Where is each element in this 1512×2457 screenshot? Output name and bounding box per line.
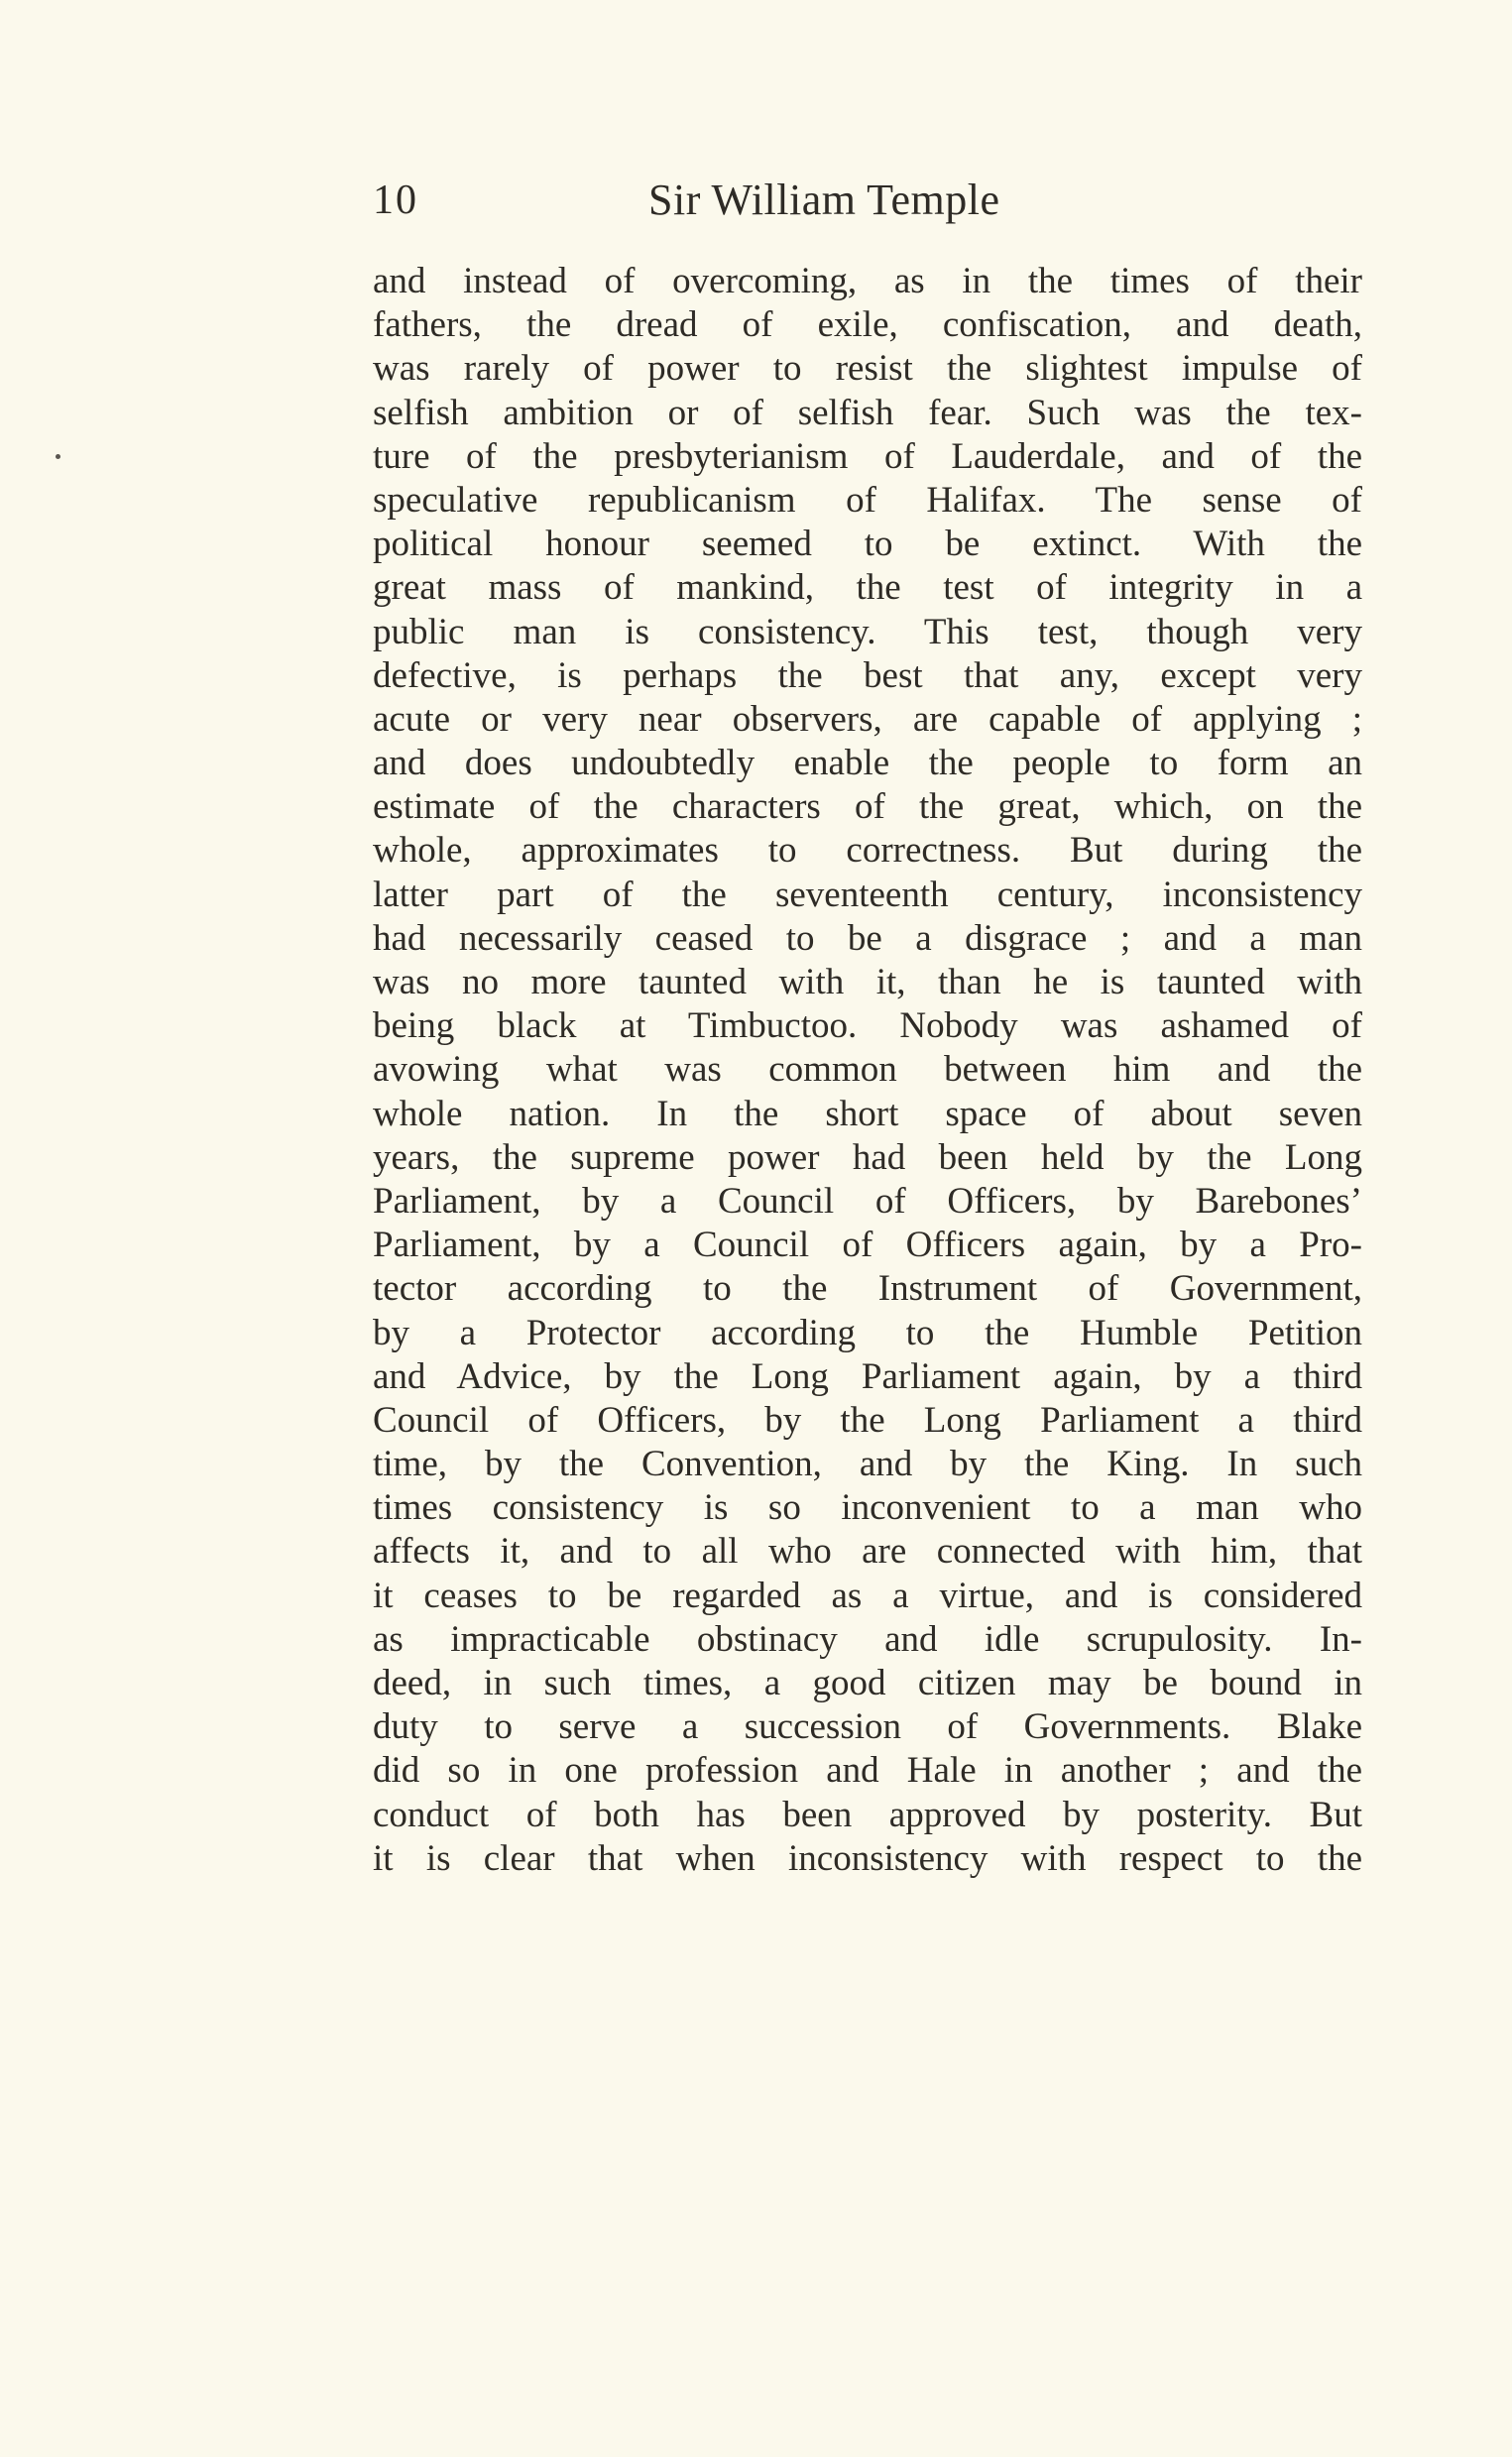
text-line: had necessarily ceased to be a disgrace ; and a man [373, 917, 1362, 959]
text-line: deed, in such times, a good citizen may be bound in [373, 1663, 1362, 1703]
text-line: it is clear that when inconsistency with respect to the [373, 1837, 1362, 1879]
text-line: duty to serve a succession of Governments. Blake [373, 1706, 1362, 1748]
text-line: selfish ambition or of selfish fear. Such was the tex- [373, 392, 1362, 433]
page-number: 10 [373, 177, 418, 223]
text-line: whole nation. In the short space of about seven [373, 1093, 1362, 1134]
text-line: political honour seemed to be extinct. With the [373, 524, 1362, 565]
text-line: great mass of mankind, the test of integrity in a [373, 567, 1362, 609]
text-line: conduct of both has been approved by posterity. But [373, 1794, 1362, 1835]
text-line: being black at Timbuctoo. Nobody was ashamed of [373, 1005, 1362, 1047]
text-line: it ceases to be regarded as a virtue, and is considered [373, 1575, 1362, 1616]
text-line: and instead of overcoming, as in the times of their [373, 261, 1362, 301]
text-line: latter part of the seventeenth century, inconsistency [373, 874, 1362, 915]
text-line: affects it, and to all who are connected with him, that [373, 1531, 1362, 1573]
text-line: estimate of the characters of the great, which, on the [373, 786, 1362, 828]
text-line: was rarely of power to resist the slightest impulse of [373, 348, 1362, 390]
text-line: Parliament, by a Council of Officers, by Barebones’ [373, 1180, 1362, 1222]
text-line: tector according to the Instrument of Government, [373, 1268, 1362, 1310]
text-line: whole, approximates to correctness. But during the [373, 830, 1362, 872]
text-line: and Advice, by the Long Parliament again, by a third [373, 1355, 1362, 1397]
text-line: avowing what was common between him and the [373, 1049, 1362, 1091]
text-line: time, by the Convention, and by the King. In such [373, 1444, 1362, 1485]
text-line: public man is consistency. This test, though very [373, 611, 1362, 652]
text-line: did so in one profession and Hale in another ; and the [373, 1750, 1362, 1792]
text-line: Council of Officers, by the Long Parliament a third [373, 1399, 1362, 1441]
text-line: by a Protector according to the Humble Petition [373, 1312, 1362, 1353]
page-header [373, 171, 1362, 230]
text-line: was no more taunted with it, than he is taunted with [373, 962, 1362, 1002]
text-line: Parliament, by a Council of Officers again, by a Pro- [373, 1225, 1362, 1266]
text-line: defective, is perhaps the best that any, except very [373, 654, 1362, 696]
text-line: acute or very near observers, are capable of applying ; [373, 698, 1362, 740]
body-text [373, 260, 1362, 1881]
text-line: speculative republicanism of Halifax. The sense of [373, 479, 1362, 521]
margin-mark [56, 454, 60, 459]
text-line: fathers, the dread of exile, confiscation, and death, [373, 304, 1362, 346]
running-title: Sir William Temple [648, 176, 1000, 224]
text-line: years, the supreme power had been held by the Long [373, 1136, 1362, 1178]
text-line: ture of the presbyterianism of Lauderdale, and of the [373, 435, 1362, 477]
text-line: as impracticable obstinacy and idle scrupulosity. In- [373, 1618, 1362, 1660]
text-line: and does undoubtedly enable the people to form an [373, 743, 1362, 784]
text-line: times consistency is so inconvenient to a man who [373, 1487, 1362, 1529]
